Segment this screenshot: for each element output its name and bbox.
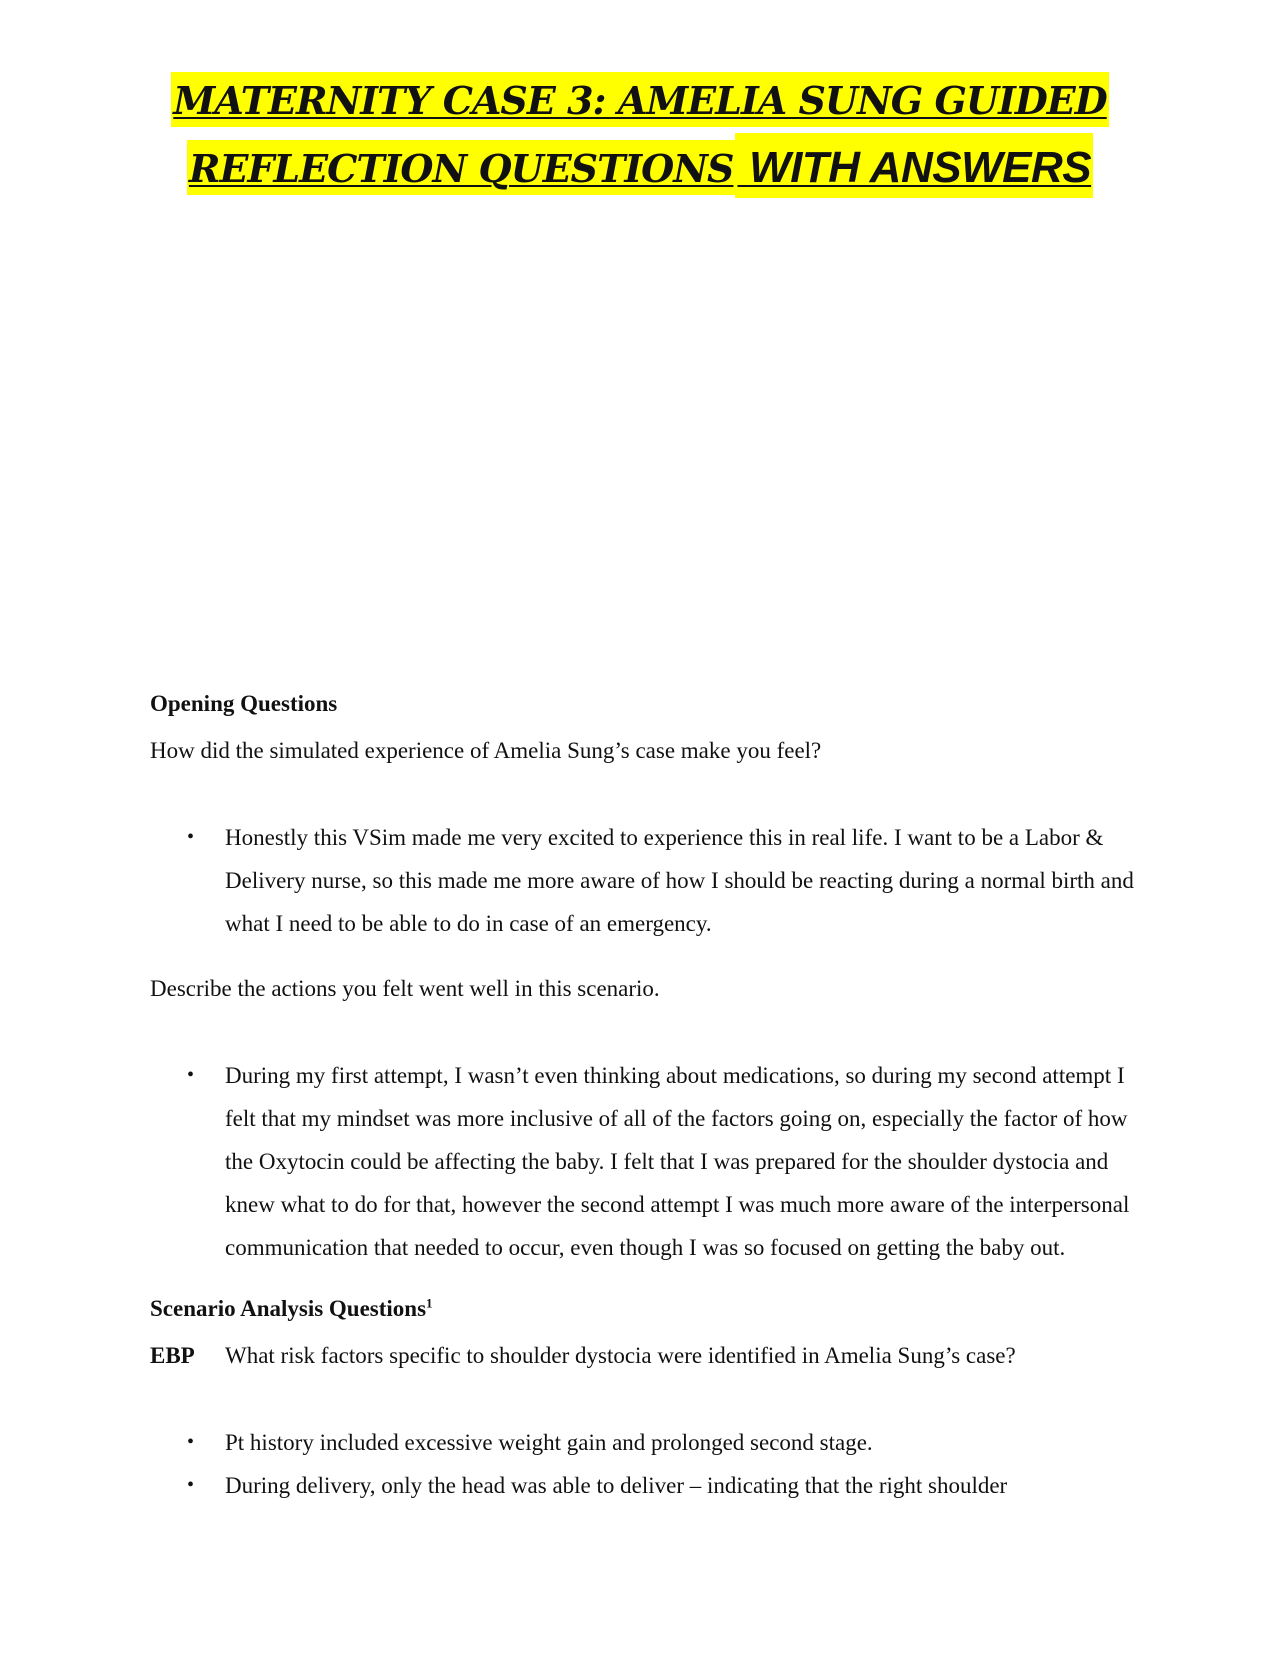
bullet-icon: •	[187, 1064, 195, 1086]
list-item	[150, 1421, 1140, 1464]
answer-list-1	[150, 816, 1140, 945]
spacer	[150, 945, 1140, 963]
answer-list-3	[150, 1421, 1140, 1507]
bullet-icon: •	[187, 1431, 195, 1453]
title-line-2-text-a: REFLECTION QUESTIONS	[187, 140, 736, 195]
answer-3-item-2: During delivery, only the head was able to deliver – indicating that the right shoulder	[225, 1473, 1008, 1498]
bullet-icon: •	[187, 1474, 195, 1496]
opening-question-2: Describe the actions you felt went well in this scenario.	[150, 976, 660, 1001]
title-line-1	[0, 78, 1280, 123]
answer-3-item-1: Pt history included excessive weight gain and prolonged second stage.	[225, 1430, 873, 1455]
spacer	[150, 1377, 1140, 1421]
title-line-1-text: MATERNITY CASE 3: AMELIA SUNG GUIDED	[171, 72, 1108, 127]
title-line-2	[0, 143, 1280, 192]
answer-list-2	[150, 1054, 1140, 1269]
title-line-2-text-b: WITH ANSWERS	[735, 133, 1093, 198]
list-item	[150, 1464, 1140, 1507]
bullet-icon: •	[187, 826, 195, 848]
ebp-question-row	[150, 1334, 1140, 1377]
spacer	[150, 1010, 1140, 1054]
spacer	[150, 1269, 1140, 1287]
list-item	[150, 816, 1140, 945]
answer-2-text: During my first attempt, I wasn’t even thinking about medications, so during my second attempt I felt that my mindset was more inclusive of all of the factors going on, especially the factor of how the Oxytocin could be affecting the baby. I felt that I was prepared for the shoulder dystocia and knew what to do for that, however the second attempt I was much more aware of the interpersonal communication that needed to occur, even though I was so focused on getting the baby out.	[225, 1063, 1130, 1260]
footnote-mark: 1	[426, 1295, 433, 1311]
answer-1-text: Honestly this VSim made me very excited to experience this in real life. I want to be a Labor & Delivery nurse, so this made me more aware of how I should be reacting during a normal birth and what I need to be able to do in case of an emergency.	[225, 825, 1134, 936]
spacer	[150, 772, 1140, 816]
opening-question-1: How did the simulated experience of Amelia Sung’s case make you feel?	[150, 738, 822, 763]
scenario-question-1: What risk factors specific to shoulder dystocia were identified in Amelia Sung’s case?	[225, 1343, 1016, 1368]
opening-questions-heading: Opening Questions	[150, 691, 338, 716]
ebp-tag: EBP	[150, 1343, 195, 1368]
document-body	[150, 682, 1140, 1507]
document-title	[0, 78, 1280, 192]
scenario-analysis-heading-text: Scenario Analysis Questions	[150, 1296, 427, 1321]
list-item	[150, 1054, 1140, 1269]
scenario-analysis-heading	[150, 1287, 1140, 1330]
